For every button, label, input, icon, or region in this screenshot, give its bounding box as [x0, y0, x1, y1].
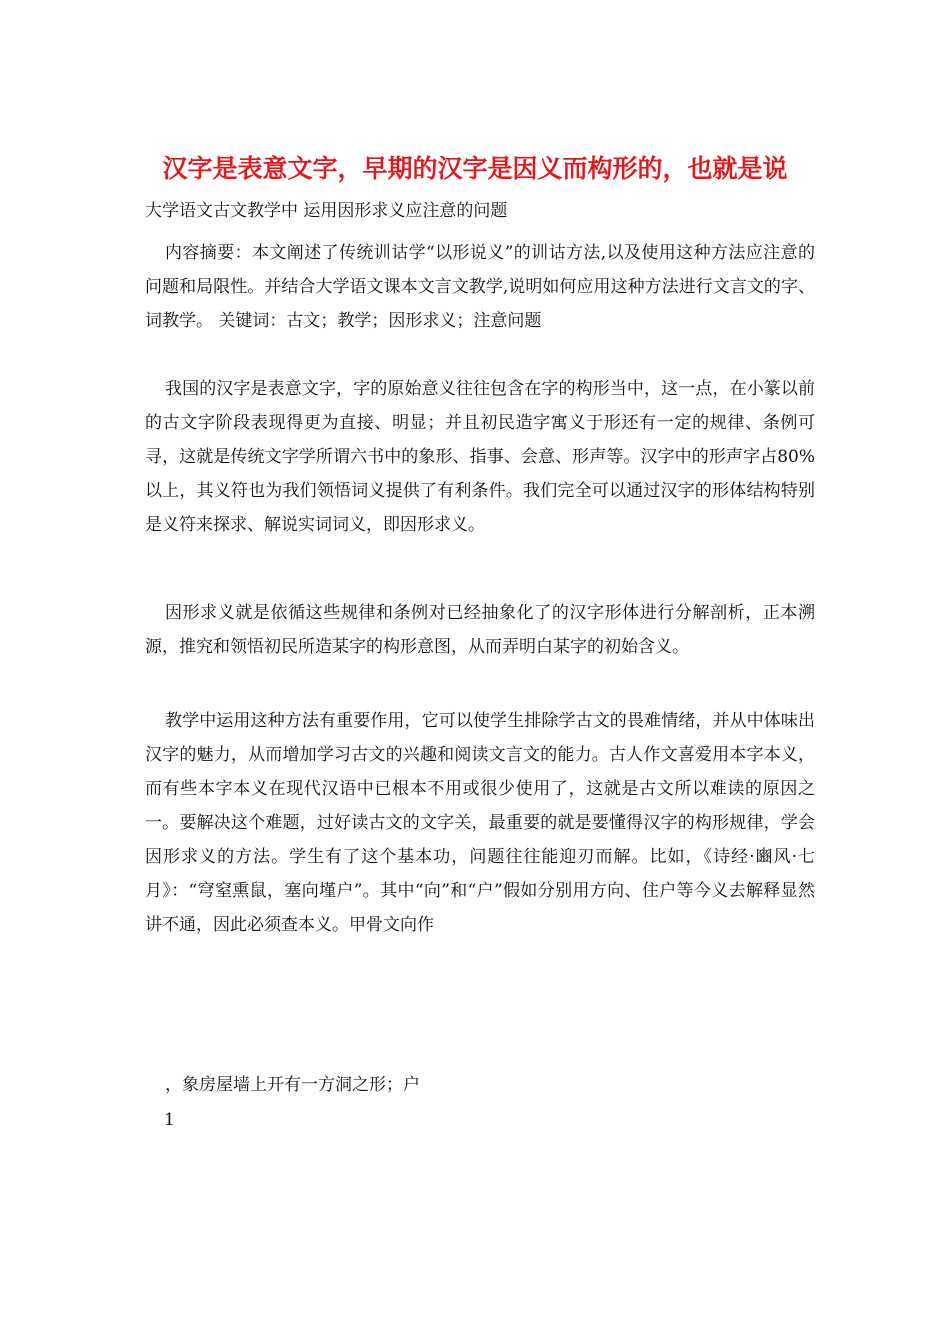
- page-number: 1: [164, 1110, 175, 1130]
- body-paragraph: ，象房屋墙上开有一方洞之形；户: [165, 1075, 420, 1095]
- body-paragraph: 教学中运用这种方法有重要作用，它可以使学生排除学古文的畏难情绪，并从中体味出汉字的魅力，从而增加学习古文的兴趣和阅读文言文的能力。古人作文喜爱用本字本义，而有些本字本义在现代汉语中已根本不用或很少使用了，这就是古文所以难读的原因之一。要解决这个难题，过好读古文的文字关，最重要的就是要懂得汉字的构形规律，学会因形求义的方法。学生有了这个基本功，问题往往能迎刃而解。比如，《诗经·豳风·七月》：“穹窒熏鼠，塞向墐户”。其中“向”和“户”假如分别用方向、住户等今义去解释显然讲不通，因此必须查本义。甲骨文向作: [145, 711, 815, 935]
- document-subtitle: 大学语文古文教学中 运用因形求义应注意的问题: [145, 201, 508, 221]
- document-title: 汉字是表意文字，早期的汉字是因义而构形的，也就是说: [162, 154, 788, 183]
- body-paragraph: 我国的汉字是表意文字，字的原始意义往往包含在字的构形当中，这一点，在小篆以前的古文字阶段表现得更为直接、明显；并且初民造字寓义于形还有一定的规律、条例可寻，这就是传统文字学所谓六书中的象形、指事、会意、形声等。汉字中的形声字占80%以上，其义符也为我们领悟词义提供了有利条件。我们完全可以通过汉字的形体结构特别是义符来探求、解说实词词义，即因形求义。: [145, 379, 815, 535]
- body-paragraph: 因形求义就是依循这些规律和条例对已经抽象化了的汉字形体进行分解剖析，正本溯源，推究和领悟初民所造某字的构形意图，从而弄明白某字的初始含义。: [145, 603, 815, 657]
- abstract-paragraph: 内容摘要：本文阐述了传统训诂学“以形说义”的训诂方法,以及使用这种方法应注意的问题和局限性。并结合大学语文课本文言文教学,说明如何应用这种方法进行文言文的字、词教学。 关键词：古文；教学；因形求义；注意问题: [145, 243, 815, 331]
